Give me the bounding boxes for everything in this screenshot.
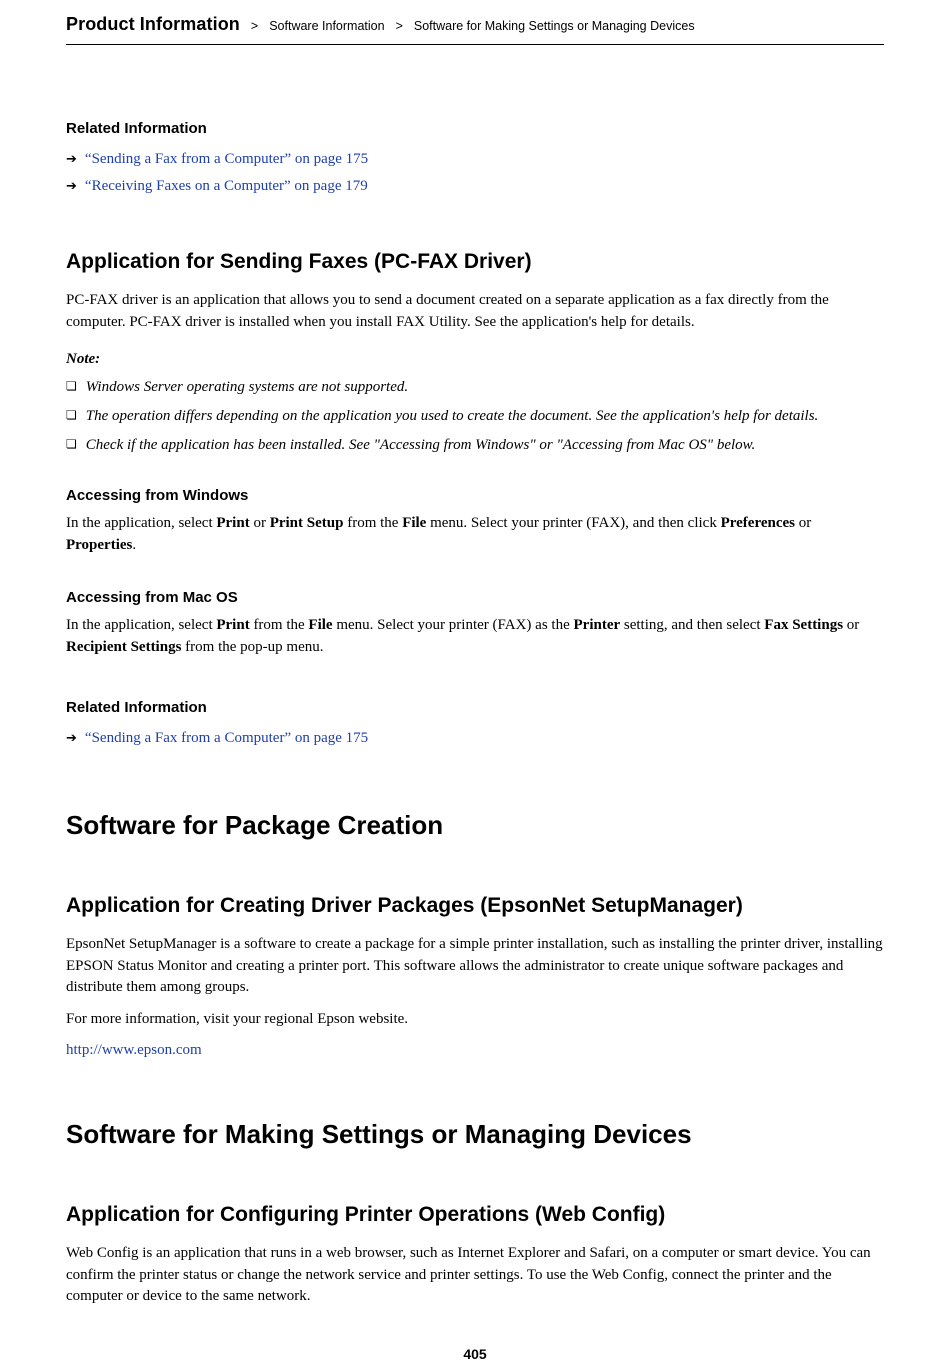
link-arrow-icon: ➔: [66, 731, 77, 746]
note-text: Windows Server operating systems are not supported.: [85, 379, 409, 395]
related-links-list: [66, 146, 884, 200]
heading-related-information: Related Information: [66, 120, 207, 137]
related-link-row: [66, 725, 884, 752]
note-label: Note:: [66, 351, 101, 367]
note-item: [66, 377, 884, 398]
link-arrow-icon: ➔: [66, 179, 77, 194]
link-sending-fax-175[interactable]: “Sending a Fax from a Computer” on page 175: [84, 730, 369, 746]
heading-related-information: Related Information: [66, 699, 207, 716]
paragraph-setupmanager-more-info: For more information, visit your regional Epson website.: [66, 1010, 409, 1027]
link-epson-website[interactable]: http://www.epson.com: [66, 1042, 202, 1058]
related-link-row: [66, 146, 884, 173]
paragraph-pcfax-intro: PC-FAX driver is an application that allows you to send a document created on a separate application as a fax directly from the computer. PC-FAX driver is installed when you install FAX Utility. See the application's help for details.: [66, 292, 829, 330]
note-text: Check if the application has been installed. See "Accessing from Windows" or "Accessing from Mac OS" below.: [85, 437, 756, 453]
breadcrumb-item-software-settings-devices[interactable]: Software for Making Settings or Managing Devices: [413, 19, 695, 33]
paragraph-web-config-description: Web Config is an application that runs in a web browser, such as Internet Explorer and Safari, on a computer or smart device. You can confirm the printer status or change the network service and printer settings. To use the Web Config, connect the printer and the computer or device to the same network.: [66, 1245, 871, 1304]
heading-software-managing-devices: Software for Making Settings or Managing Devices: [66, 1119, 692, 1149]
breadcrumb-separator-icon: >: [395, 19, 403, 33]
heading-epsonnet-setupmanager: Application for Creating Driver Packages (EpsonNet SetupManager): [66, 894, 743, 917]
paragraph-accessing-windows: In the application, select Print or Print Setup from the File menu. Select your printer (FAX), and then click Preferences or Properties.: [66, 515, 812, 553]
note-item: [66, 435, 884, 456]
note-bullet-icon: ❏: [66, 437, 77, 451]
page-number: 405: [463, 1346, 487, 1362]
paragraph-accessing-mac: In the application, select Print from the File menu. Select your printer (FAX) as the Printer setting, and then select Fax Settings or Recipient Settings from the pop-up menu.: [66, 617, 860, 655]
note-bullet-icon: ❏: [66, 408, 77, 422]
paragraph-setupmanager-description: EpsonNet SetupManager is a software to create a package for a simple printer installation, such as installing the printer driver, installing EPSON Status Monitor and creating a printer port. This software allows the administrator to create unique software packages and distribute them among groups.: [66, 936, 883, 995]
related-link-row: [66, 173, 884, 200]
breadcrumb-root[interactable]: Product Information: [66, 14, 240, 34]
breadcrumb-item-software-information[interactable]: Software Information: [269, 19, 385, 33]
heading-accessing-mac: Accessing from Mac OS: [66, 589, 238, 606]
note-text: The operation differs depending on the application you used to create the document. See the application's help for details.: [85, 408, 819, 424]
breadcrumb: [66, 14, 884, 45]
breadcrumb-separator-icon: >: [250, 19, 259, 33]
heading-accessing-windows: Accessing from Windows: [66, 487, 249, 504]
heading-pcfax-driver: Application for Sending Faxes (PC-FAX Driver): [66, 250, 532, 273]
epson-url-row: [66, 1040, 884, 1061]
heading-software-package-creation: Software for Package Creation: [66, 810, 444, 840]
heading-web-config: Application for Configuring Printer Operations (Web Config): [66, 1203, 666, 1226]
link-arrow-icon: ➔: [66, 152, 77, 167]
link-receiving-faxes-179[interactable]: “Receiving Faxes on a Computer” on page 179: [84, 178, 368, 194]
note-item: [66, 406, 884, 427]
related-links-list: [66, 725, 884, 752]
note-bullet-icon: ❏: [66, 379, 77, 393]
link-sending-fax-175[interactable]: “Sending a Fax from a Computer” on page 175: [84, 151, 369, 167]
